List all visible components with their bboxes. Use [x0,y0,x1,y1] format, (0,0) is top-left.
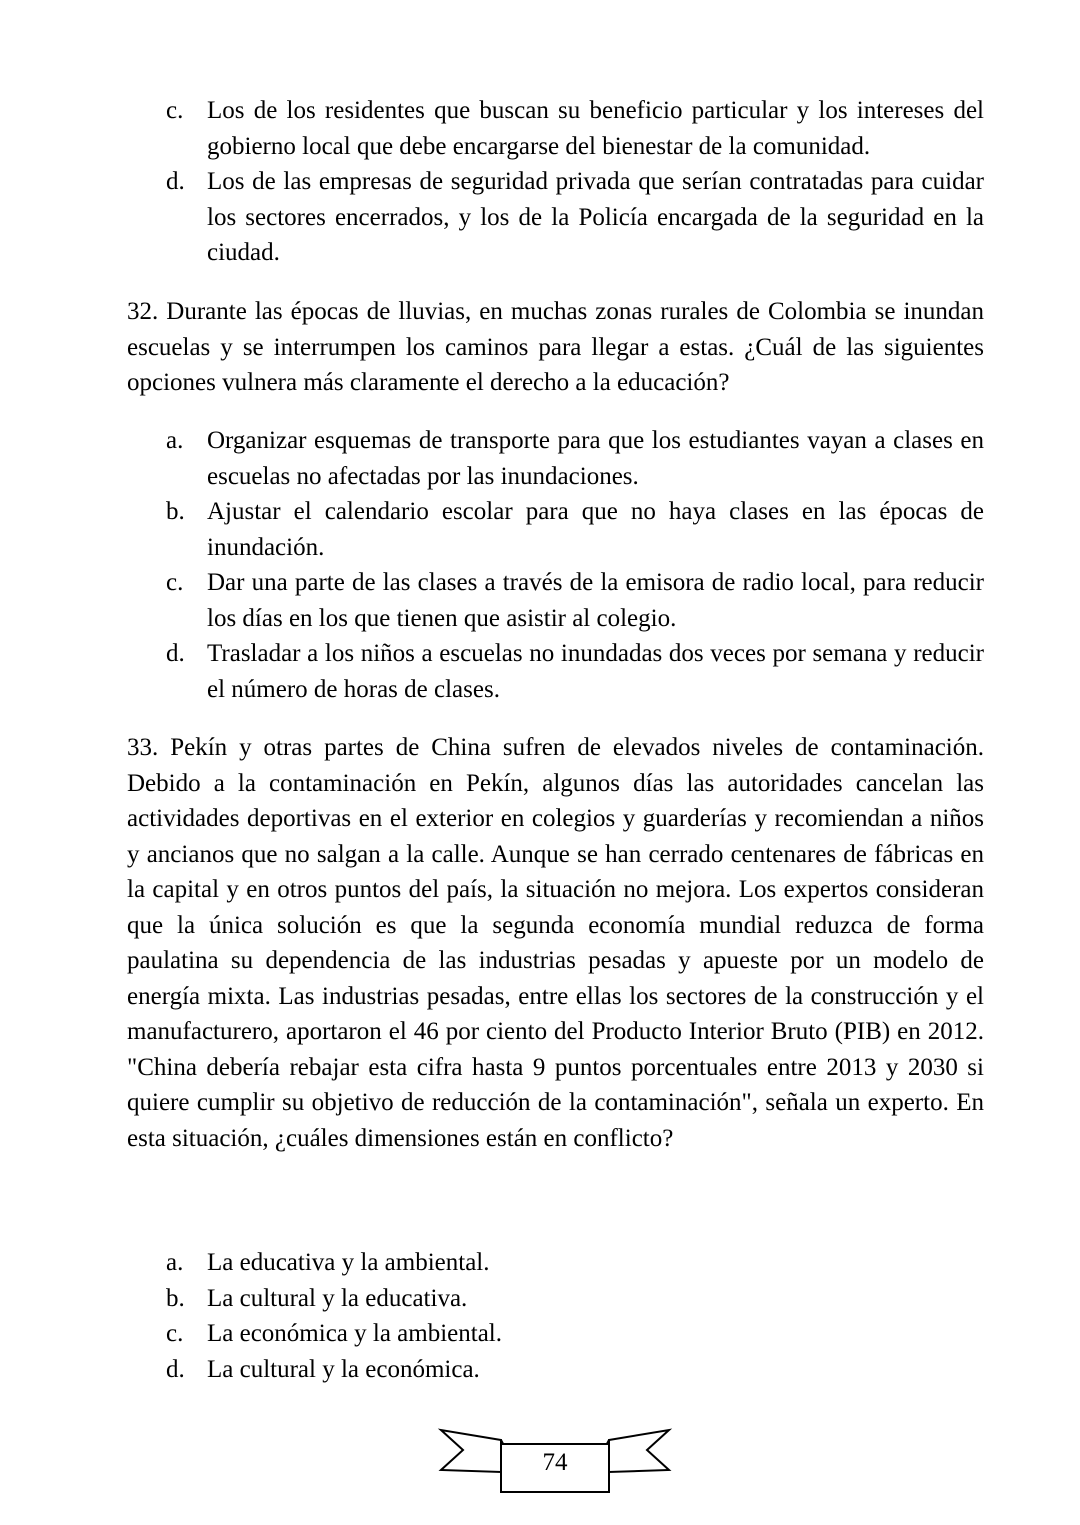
option-letter: a. [166,1249,184,1276]
q31-option-d [160,164,984,271]
option-text: Los de los residentes que buscan su beneficio particular y los intereses del gobierno local que debe encargarse del bienestar de la comunidad. [207,97,984,160]
option-letter: a. [166,427,184,454]
q31-option-c [160,93,984,164]
q33-stem: 33. Pekín y otras partes de China sufren de elevados niveles de contaminación. Debido a la contaminación en Pekín, algunos días las autoridades cancelan las actividades deportivas en el exterior en colegios y guarderías y recomiendan a niños y ancianos que no salgan a la calle. Aunque se han cerrado centenares de fábricas en la capital y en otros puntos del país, la situación no mejora. Los expertos consideran que la única solución es que la segunda economía mundial reduzca de forma paulatina su dependencia de las industrias pesadas y apueste por un modelo de energía mixta. Las industrias pesadas, entre ellas los sectores de la construcción y el manufacturero, aportaron el 46 por ciento del Producto Interior Bruto (PIB) en 2012. "China debería rebajar esta cifra hasta 9 puntos porcentuales entre 2013 y 2030 si quiere cumplir su objetivo de reducción de la contaminación", señala un experto. En esta situación, ¿cuáles dimensiones están en conflicto? [127,734,984,1152]
page-footer [435,1426,675,1498]
q32-option-b [160,494,984,565]
option-text: Trasladar a los niños a escuelas no inundadas dos veces por semana y reducir el número de horas de clases. [207,640,984,703]
option-letter: d. [166,1355,185,1383]
option-text: Ajustar el calendario escolar para que no haya clases en las épocas de inundación. [207,498,984,561]
q32-option-c [160,565,984,636]
q33-option-d [160,1352,984,1388]
option-letter: d. [166,640,185,667]
option-letter: b. [166,498,185,525]
q32-options-list [160,423,984,707]
option-letter: c. [166,1320,184,1347]
option-text: La cultural y la educativa. [207,1284,468,1312]
q33-option-b [160,1281,984,1317]
q33-options-list [160,1245,984,1387]
page-number: 74 [542,1449,568,1476]
q33-option-a [160,1245,984,1281]
option-text: La cultural y la económica. [207,1355,480,1383]
option-letter: b. [166,1284,185,1312]
option-letter: c. [166,569,184,596]
q32-option-d [160,636,984,707]
q33-option-c [160,1316,984,1352]
option-text: La económica y la ambiental. [207,1320,503,1347]
q32-stem: 32. Durante las épocas de lluvias, en muchas zonas rurales de Colombia se inundan escuelas y se interrumpen los caminos para llegar a estas. ¿Cuál de las siguientes opciones vulnera más claramente el derecho a la educación? [127,298,984,396]
option-letter: c. [166,97,184,124]
option-text: La educativa y la ambiental. [207,1249,490,1276]
option-text: Los de las empresas de seguridad privada que serían contratadas para cuidar los sectores encerrados, y los de la Policía encargada de la seguridad en la ciudad. [207,168,984,266]
option-text: Dar una parte de las clases a través de la emisora de radio local, para reducir los días en los que tienen que asistir al colegio. [207,569,984,632]
option-text: Organizar esquemas de transporte para que los estudiantes vayan a clases en escuelas no afectadas por las inundaciones. [207,427,984,490]
q32-option-a [160,423,984,494]
option-letter: d. [166,168,185,195]
q31-options-list [160,93,984,271]
